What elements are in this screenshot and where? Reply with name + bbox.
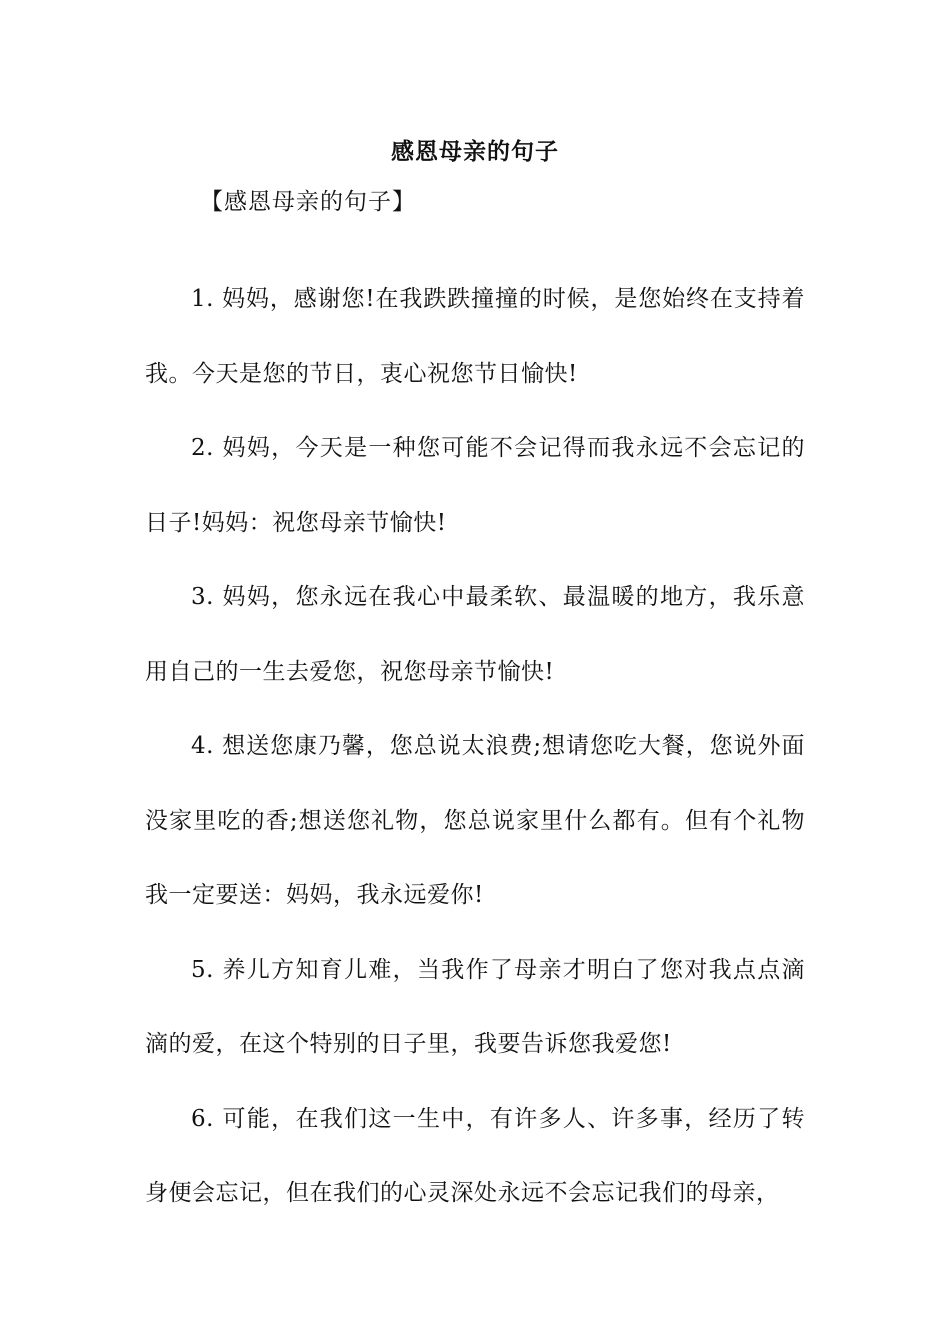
- paragraph-6: 6. 可能，在我们这一生中，有许多人、许多事，经历了转身便会忘记，但在我们的心灵深处永远不会忘记我们的母亲，: [145, 1105, 805, 1206]
- document-body: [145, 262, 805, 1231]
- document-title: 感恩母亲的句子: [391, 138, 559, 165]
- document-subtitle: 【感恩母亲的句子】: [200, 189, 416, 215]
- paragraph-1: 1. 妈妈，感谢您!在我跌跌撞撞的时候，是您始终在支持着我。今天是您的节日，衷心祝您节日愉快!: [145, 286, 805, 387]
- paragraph-3: 3. 妈妈，您永远在我心中最柔软、最温暖的地方，我乐意用自己的一生去爱您，祝您母亲节愉快!: [145, 584, 805, 685]
- paragraph-2: 2. 妈妈，今天是一种您可能不会记得而我永远不会忘记的日子!妈妈：祝您母亲节愉快!: [145, 435, 805, 536]
- paragraph-5: 5. 养儿方知育儿难，当我作了母亲才明白了您对我点点滴滴的爱，在这个特别的日子里，我要告诉您我爱您!: [145, 956, 805, 1057]
- paragraph-4: 4. 想送您康乃馨，您总说太浪费;想请您吃大餐，您说外面没家里吃的香;想送您礼物，您总说家里什么都有。但有个礼物我一定要送：妈妈，我永远爱你!: [145, 733, 805, 908]
